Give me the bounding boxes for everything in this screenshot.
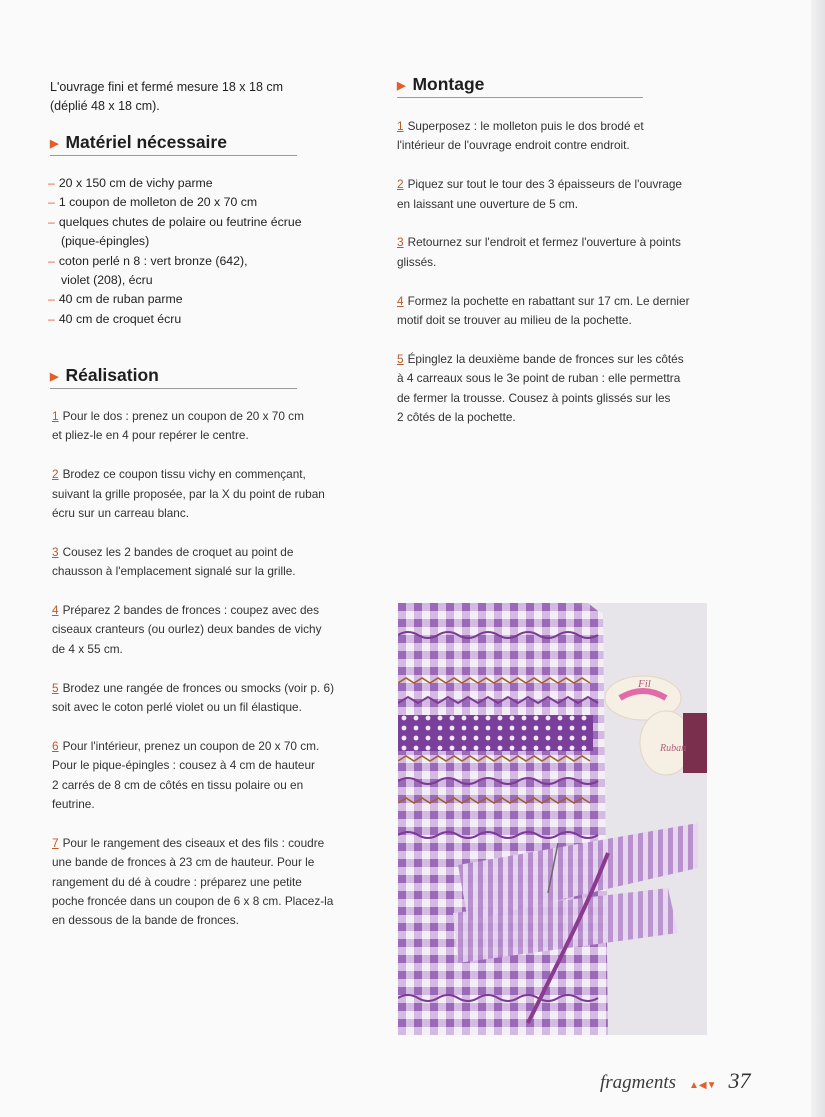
step-item — [397, 117, 717, 156]
step-item — [52, 834, 372, 931]
step-text: Pour l'intérieur, prenez un coupon de 20 x 70 cm. — [62, 738, 320, 753]
step-number: 6 — [52, 738, 59, 753]
step-number: 2 — [52, 467, 59, 482]
step-text: à 4 carreaux sous le 3e point de ruban : elle permettra — [397, 371, 681, 386]
step-item — [397, 175, 717, 214]
montage-steps — [397, 117, 717, 447]
montage-heading — [397, 74, 643, 98]
step-text: 2 côtés de la pochette. — [397, 410, 516, 425]
spool-label: Fil — [638, 678, 651, 690]
step-text: l'intérieur de l'ouvrage endroit contre endroit. — [397, 138, 630, 153]
step-number: 3 — [397, 235, 404, 250]
list-item: – 1 coupon de molleton de 20 x 70 cm — [48, 195, 258, 210]
step-text: écru sur un carreau blanc. — [52, 506, 190, 521]
step-text: Brodez une rangée de fronces ou smocks (voir p. 6) — [62, 680, 335, 695]
step-number: 4 — [397, 293, 404, 308]
step-item — [397, 233, 717, 272]
arrows-icon: ▲◀▼ — [689, 1080, 717, 1091]
step-text: Cousez les 2 bandes de croquet au point de — [62, 544, 294, 559]
step-text: rangement du dé à coudre : préparez une petite — [52, 874, 302, 889]
step-text: en dessous de la bande de fronces. — [52, 913, 239, 928]
step-text: chausson à l'emplacement signalé sur la grille. — [52, 564, 296, 579]
step-text: Formez la pochette en rabattant sur 17 cm. Le dernier — [407, 293, 690, 308]
step-item — [52, 465, 372, 523]
step-text: Retournez sur l'endroit et fermez l'ouverture à points — [407, 235, 681, 250]
list-item: – quelques chutes de polaire ou feutrine écrue — [48, 214, 302, 229]
triangle-bullet-icon: ▶ — [50, 371, 59, 383]
step-text: Superposez : le molleton puis le dos brodé et — [407, 119, 644, 133]
step-number: 3 — [52, 544, 59, 559]
step-number: 4 — [52, 603, 59, 618]
step-item — [52, 737, 372, 815]
triangle-bullet-icon: ▶ — [50, 138, 59, 150]
triangle-bullet-icon: ▶ — [397, 80, 406, 92]
step-text: Préparez 2 bandes de fronces : coupez avec des — [62, 603, 319, 618]
list-item: – 20 x 150 cm de vichy parme — [48, 176, 213, 190]
realisation-heading — [50, 365, 297, 389]
step-text: de 4 x 55 cm. — [52, 641, 123, 656]
list-item-continuation: (pique-épingles) — [61, 234, 150, 249]
page-footer — [600, 1068, 751, 1094]
list-item-continuation: violet (208), écru — [61, 273, 153, 288]
step-item — [397, 292, 717, 331]
embroidery-photo-illustration — [398, 603, 707, 1035]
step-text: Brodez ce coupon tissu vichy en commençant, — [62, 467, 306, 482]
step-item — [397, 350, 717, 428]
step-text: feutrine. — [52, 797, 95, 812]
step-item — [52, 679, 372, 718]
step-text: Pour le rangement des ciseaux et des fils : coudre — [62, 835, 325, 850]
step-number: 5 — [52, 680, 59, 695]
intro-text: L'ouvrage fini et fermé mesure 18 x 18 cm (déplié 48 x 18 cm). — [50, 80, 284, 113]
materiel-list — [48, 174, 328, 329]
step-number: 2 — [397, 177, 404, 192]
step-text: 2 carrés de 8 cm de côtés en tissu polaire ou en — [52, 777, 304, 792]
step-text: suivant la grille proposée, par la X du point de ruban — [52, 486, 325, 501]
spool-label-2: Ruban — [660, 743, 687, 754]
step-number: 1 — [52, 409, 59, 423]
montage-title: Montage — [412, 74, 485, 94]
step-text: motif doit se trouver au milieu de la pochette. — [397, 313, 632, 328]
step-text: une bande de fronces à 23 cm de hauteur. Pour le — [52, 855, 315, 870]
step-item — [52, 543, 372, 582]
list-item: – coton perlé n 8 : vert bronze (642), — [48, 253, 248, 268]
materiel-heading — [50, 132, 297, 156]
page-number: 37 — [728, 1068, 751, 1093]
brand-name: fragments — [600, 1072, 676, 1093]
step-number: 7 — [52, 835, 59, 850]
step-text: ciseaux cranteurs (ou ourlez) deux bandes de vichy — [52, 622, 322, 637]
step-text: Épinglez la deuxième bande de fronces sur les côtés — [407, 351, 684, 366]
embroidery-photo — [398, 603, 707, 1035]
step-text: et pliez-le en 4 pour repérer le centre. — [52, 428, 249, 443]
realisation-steps — [52, 407, 372, 950]
page-spine-shadow — [811, 0, 825, 1117]
step-text: Piquez sur tout le tour des 3 épaisseurs de l'ouvrage — [407, 177, 682, 192]
step-text: soit avec le coton perlé violet ou un fil élastique. — [52, 700, 302, 715]
step-number: 1 — [397, 119, 404, 133]
step-text: glissés. — [397, 254, 437, 269]
step-text: poche froncée dans un coupon de 6 x 8 cm. Placez-la — [52, 894, 334, 909]
step-number: 5 — [397, 351, 404, 366]
step-text: Pour le dos : prenez un coupon de 20 x 70 cm — [62, 409, 304, 423]
step-item — [52, 601, 372, 659]
step-text: Pour le pique-épingles : cousez à 4 cm de hauteur — [52, 758, 315, 773]
realisation-title: Réalisation — [65, 365, 159, 385]
step-text: en laissant une ouverture de 5 cm. — [397, 196, 578, 211]
materiel-title: Matériel nécessaire — [65, 132, 227, 152]
list-item: – 40 cm de croquet écru — [48, 311, 182, 326]
list-item: – 40 cm de ruban parme — [48, 292, 183, 307]
step-text: de fermer la trousse. Cousez à points glissés sur les — [397, 390, 671, 405]
step-item — [52, 407, 372, 446]
